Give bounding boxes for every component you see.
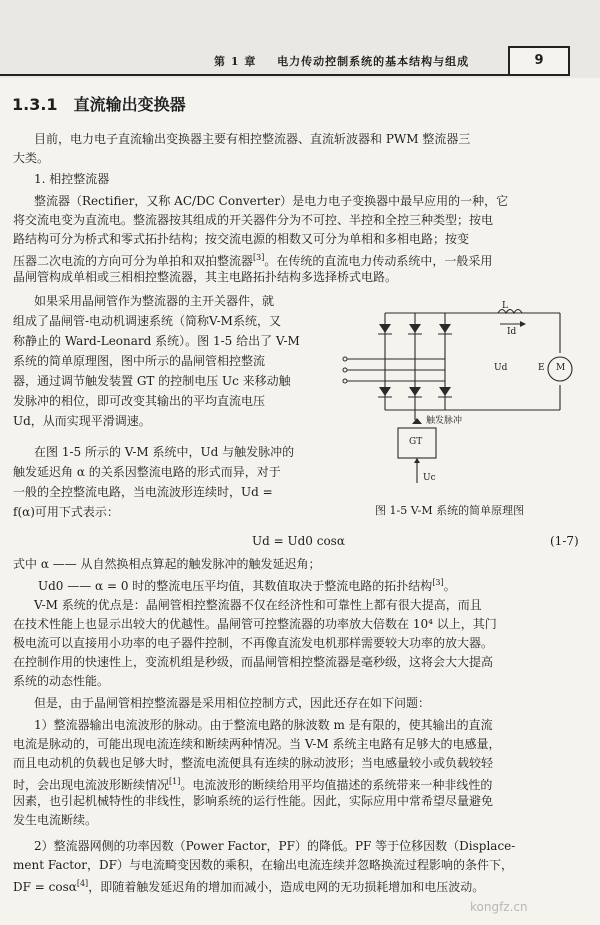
paragraph-line: 器，通过调节触发装置 GT 的控制电压 Uc 来移动触 xyxy=(13,374,291,388)
paragraph-line: 而且电动机的负载也足够大时，整流电流便具有连续的脉动波形；当电感量较小或负载较轻 xyxy=(13,756,494,770)
paragraph-line: 时，会出现电流波形断续情况[1]。电流波形的断续给用平均值描述的系统带来一种非线性的 xyxy=(13,777,493,792)
vm-system-diagram xyxy=(330,301,588,517)
paragraph-line: 但是，由于晶闸管相控整流器是采用相位控制方式，因此还存在如下问题： xyxy=(34,696,431,710)
equation-number: (1-7) xyxy=(550,534,579,548)
section-title: 直流输出变换器 xyxy=(73,95,186,114)
equation: Ud = Ud0 cosα xyxy=(252,534,345,548)
definition-line: Ud0 —— α = 0 时的整流电压平均值，其数值取决于整流电路的拓扑结构[3]。 xyxy=(38,578,456,593)
paragraph-line: 称静止的 Ward-Leonard 系统）。图 1-5 给出了 V-M xyxy=(13,334,300,348)
paragraph-line: 电流是脉动的，可能出现电流连续和断续两种情况。当 V-M 系统主电路有足够大的电感量， xyxy=(13,737,501,751)
citation: [1] xyxy=(169,777,181,786)
paragraph-line: 将交流电变为直流电。整流器按其组成的开关器件分为不可控、半控和全控三种类型；按电 xyxy=(13,213,494,227)
paragraph-line: 晶闸管构成单相或三相相控整流器，其主电路拓扑结构多选择桥式电路。 xyxy=(13,270,398,284)
citation: [4] xyxy=(76,879,89,888)
header-rule xyxy=(0,74,508,76)
paragraph-line: 组成了晶闸管-电动机调速系统（简称V-M系统，又 xyxy=(13,314,281,328)
subheading: 1. 相控整流器 xyxy=(34,172,110,186)
paragraph-line: 系统的动态性能。 xyxy=(13,674,110,688)
citation: [3] xyxy=(432,578,444,587)
running-header xyxy=(214,53,469,69)
trigger-pulse-label: 触发脉冲 xyxy=(426,416,463,426)
paragraph-line: 如果采用晶闸管作为整流器的主开关器件，就 xyxy=(34,294,275,308)
paragraph-line: 压器二次电流的方向可分为单拍和双拍整流器[3]。在传统的直流电力传动系统中，一般采用 xyxy=(13,253,493,268)
watermark-text: kongfz.cn xyxy=(470,900,528,914)
paragraph-line: DF = cosα[4]，即随着触发延迟角的增加而减小，造成电网的无功损耗增加和电压波动。 xyxy=(13,879,485,894)
paragraph-line: 系统的简单原理图，图中所示的晶闸管相控整流 xyxy=(13,354,266,368)
paragraph-line: 发生电流断续。 xyxy=(13,813,98,827)
paragraph-line: 在图 1-5 所示的 V-M 系统中，Ud 与触发脉冲的 xyxy=(34,445,295,459)
paragraph-line: 在控制作用的快速性上，变流机组是秒级，而晶闸管相控整流器是毫秒级，这将会大大提高 xyxy=(13,655,494,669)
emf-label: E xyxy=(538,363,545,373)
page-number: 9 xyxy=(508,46,570,76)
chapter-title: 电力传动控制系统的基本结构与组成 xyxy=(277,55,470,68)
inductor-label: L xyxy=(502,301,508,311)
paragraph-line: 发脉冲的相位，即可改变其输出的平均直流电压 xyxy=(13,394,266,408)
section-heading xyxy=(12,92,186,115)
paragraph-line: 1）整流器输出电流波形的脉动。由于整流电路的脉波数 m 是有限的，使其输出的直流 xyxy=(34,718,493,732)
paragraph-line: ment Factor，DF）与电流畸变因数的乘积，在输出电流连续并忽略换流过程影响的条件下， xyxy=(13,858,513,872)
section-number: 1.3.1 xyxy=(12,95,58,114)
paragraph-line: 目前，电力电子直流输出变换器主要有相控整流器、直流斩波器和 PWM 整流器三 xyxy=(34,132,471,146)
definition-line: 式中 α —— 从自然换相点算起的触发脉冲的触发延迟角； xyxy=(13,557,321,571)
paragraph-line: 路结构可分为桥式和零式拓扑结构；按交流电源的相数又可分为单相和多相电路；按变 xyxy=(13,232,470,246)
paragraph-line: V-M 系统的优点是：晶闸管相控整流器不仅在经济性和可靠性上都有很大提高，而且 xyxy=(34,598,482,612)
paragraph-line: 整流器（Rectifier，又称 AC/DC Converter）是电力电子变换器中最早应用的一种，它 xyxy=(34,194,509,208)
circuit-schematic xyxy=(330,305,588,500)
paragraph-line: 在技术性能上也显示出较大的优越性。晶闸管可控整流器的功率放大倍数在 10⁴ 以上，其门 xyxy=(13,617,497,631)
control-voltage-label: Uc xyxy=(423,473,436,483)
paragraph-line: 极电流可以直接用小功率的电子器件控制，不再像直流发电机那样需要较大功率的放大器。 xyxy=(13,636,494,650)
current-label: Id xyxy=(507,327,517,337)
paragraph-line: 因素，也引起机械特性的非线性，影响系统的运行性能。因此，实际应用中常希望尽量避免 xyxy=(13,794,494,808)
voltage-label: Ud xyxy=(494,363,508,373)
gt-label: GT xyxy=(409,437,423,447)
paragraph-line: 触发延迟角 α 的关系因整流电路的形式而异，对于 xyxy=(13,465,281,479)
paragraph-line: 大类。 xyxy=(13,151,50,165)
paragraph-line: f(α)可用下式表示： xyxy=(13,505,119,519)
paragraph-line: Ud，从而实现平滑调速。 xyxy=(13,414,151,428)
motor-label: M xyxy=(556,363,566,373)
chapter-label: 第 1 章 xyxy=(214,55,257,68)
paragraph-line: 2）整流器网侧的功率因数（Power Factor，PF）的降低。PF 等于位移因数（Displace- xyxy=(34,839,516,853)
paragraph-line: 一般的全控整流电路，当电流波形连续时，Ud = xyxy=(13,485,273,499)
citation: [3] xyxy=(253,253,265,262)
figure-caption: 图 1-5 V-M 系统的简单原理图 xyxy=(375,504,525,517)
